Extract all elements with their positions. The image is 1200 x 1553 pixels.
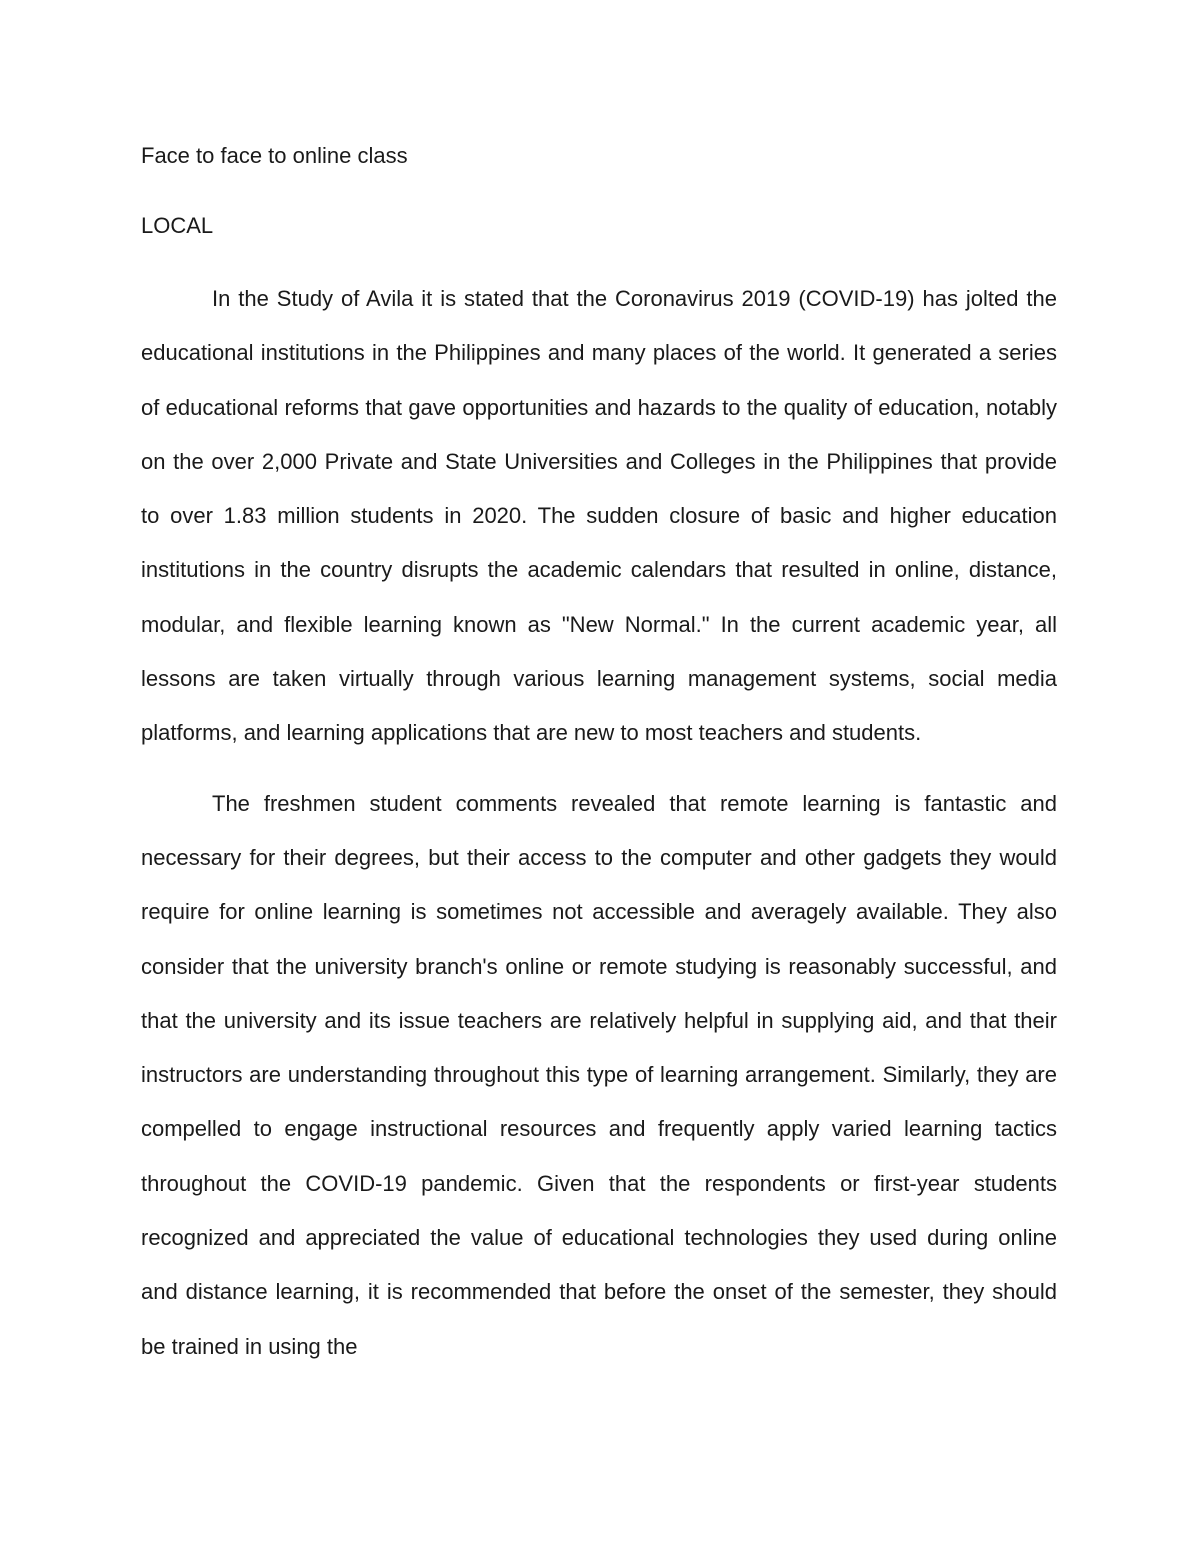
section-heading: LOCAL: [141, 213, 214, 238]
document-body: [141, 140, 1057, 1374]
body-paragraph: In the Study of Avila it is stated that the Coronavirus 2019 (COVID-19) has jolted the educational institutions in the Philippines and many places of the world. It generated a series of educational reforms that gave opportunities and hazards to the quality of education, notably on the over 2,000 Private and State Universities and Colleges in the Philippines that provide to over 1.83 million students in 2020. The sudden closure of basic and higher education institutions in the country disrupts the academic calendars that resulted in online, distance, modular, and flexible learning known as "New Normal." In the current academic year, all lessons are taken virtually through various learning management systems, social media platforms, and learning applications that are new to most teachers and students.: [141, 286, 1057, 746]
document-title: Face to face to online class: [141, 143, 408, 168]
body-paragraph: The freshmen student comments revealed that remote learning is fantastic and necessary for their degrees, but their access to the computer and other gadgets they would require for online learning is sometimes not accessible and averagely available. They also consider that the university branch's online or remote studying is reasonably successful, and that the university and its issue teachers are relatively helpful in supplying aid, and that their instructors are understanding throughout this type of learning arrangement. Similarly, they are compelled to engage instructional resources and frequently apply varied learning tactics throughout the COVID-19 pandemic. Given that the respondents or first-year students recognized and appreciated the value of educational technologies they used during online and distance learning, it is recommended that before the onset of the semester, they should be trained in using the: [141, 790, 1057, 1359]
